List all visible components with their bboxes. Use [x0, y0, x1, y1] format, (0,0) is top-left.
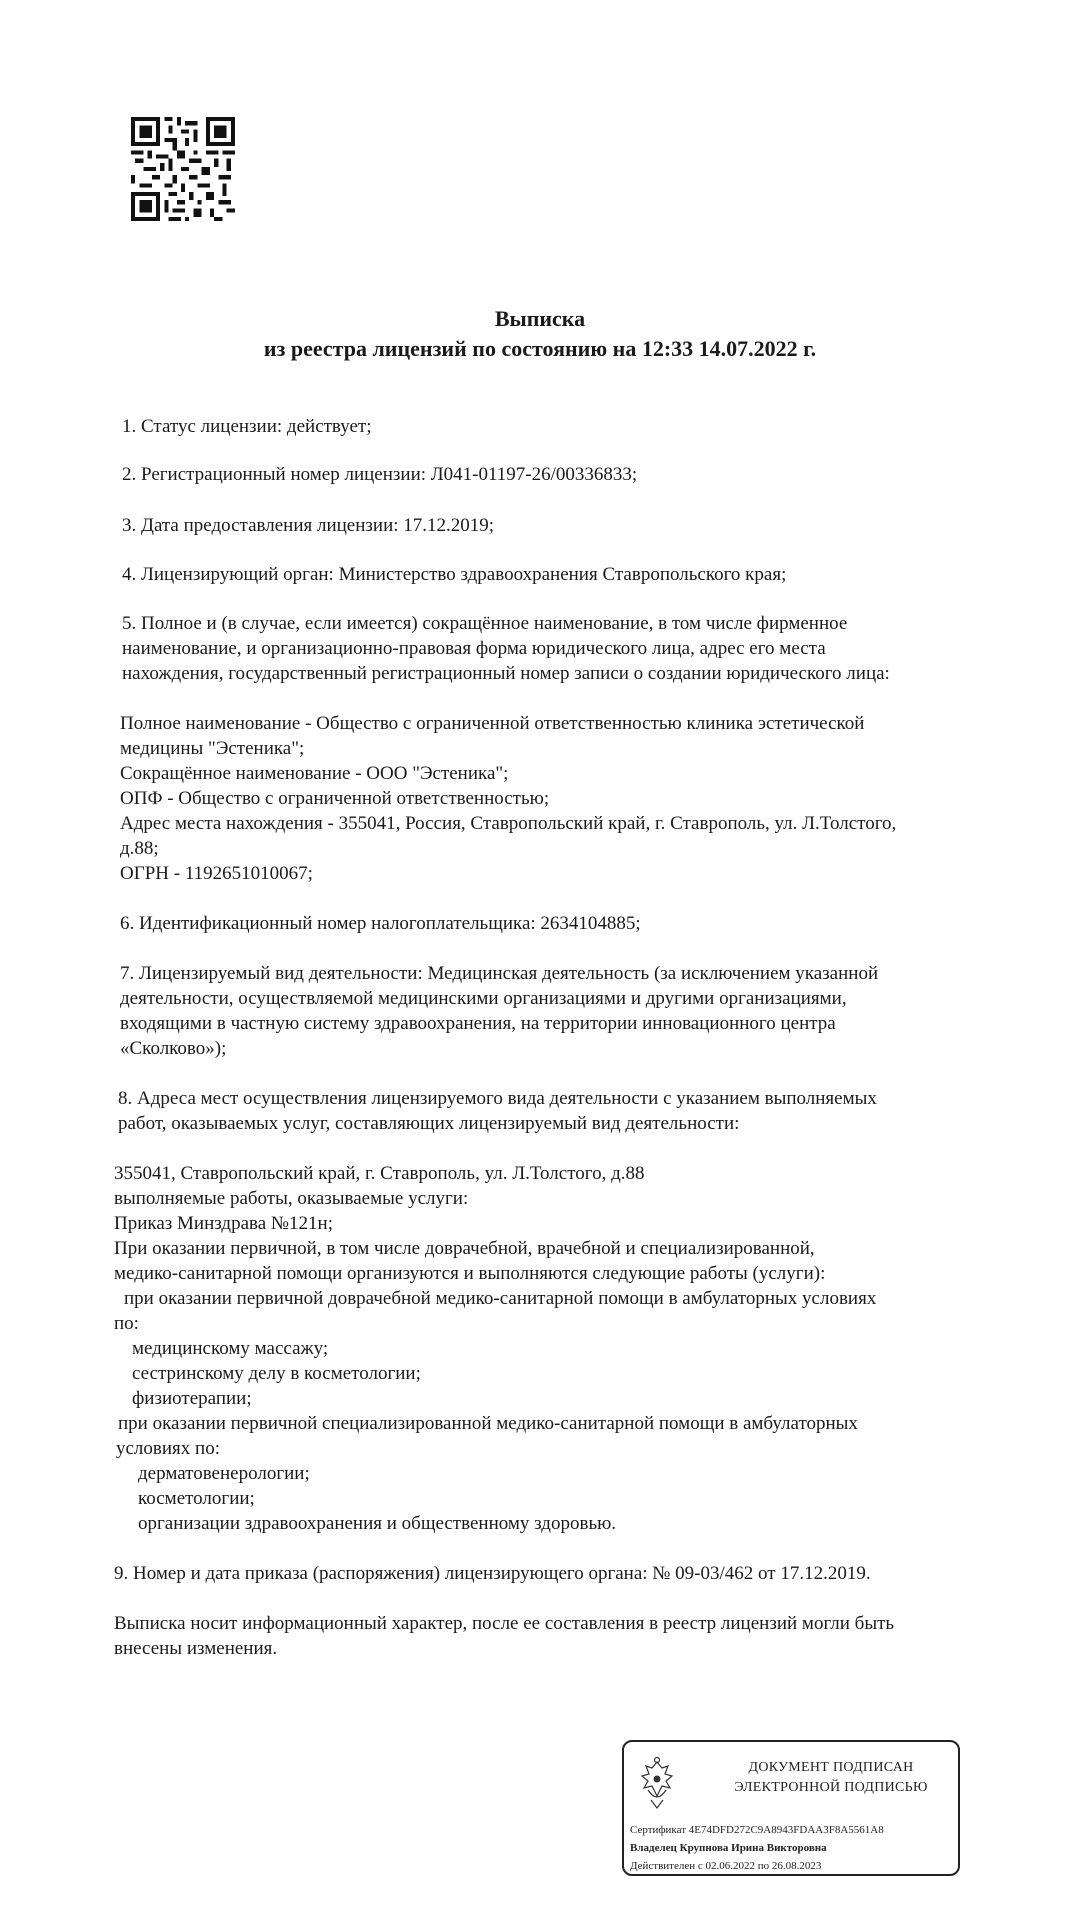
item8-line: работ, оказываемых услуг, составляющих лицензируемый вид деятельности: [118, 1113, 740, 1134]
note-line: внесены изменения. [114, 1638, 278, 1659]
org-line: д.88; [120, 838, 159, 859]
org-line: Сокращённое наименование - ООО "Эстеника"; [120, 763, 509, 784]
item-inn: 6. Идентификационный номер налогоплательщика: 2634104885; [120, 913, 641, 934]
stamp-certificate: Сертификат 4E74DFD272C9A8943FDAA3F8A5561A8 [630, 1824, 884, 1836]
address-line: при оказании первичной специализированной медико-санитарной помощи в амбулаторных [118, 1413, 858, 1434]
item7-line: деятельности, осуществляемой медицинскими организациями и другими организациями, [120, 988, 847, 1009]
document-title: Выписка [494, 306, 586, 331]
address-line: медицинскому массажу; [132, 1338, 329, 1359]
org-line: ОПФ - Общество с ограниченной ответственностью; [120, 788, 550, 809]
stamp-validity: Действителен с 02.06.2022 по 26.08.2023 [630, 1860, 822, 1872]
item-authority: 4. Лицензирующий орган: Министерство здравоохранения Ставропольского края; [122, 564, 787, 585]
org-line: медицины "Эстеника"; [120, 738, 305, 759]
item8-line: 8. Адреса мест осуществления лицензируемого вида деятельности с указанием выполняемых [118, 1088, 877, 1109]
item7-line: входящими в частную систему здравоохранения, на территории инновационного центра [120, 1013, 836, 1034]
address-line: дерматовенерологии; [138, 1463, 310, 1484]
stamp-owner: Владелец Крупнова Ирина Викторовна [630, 1842, 827, 1854]
address-line: при оказании первичной доврачебной медико-санитарной помощи в амбулаторных условиях [124, 1288, 877, 1309]
address-line: Приказ Минздрава №121н; [114, 1213, 333, 1234]
item-reg-number: 2. Регистрационный номер лицензии: Л041-01197-26/00336833; [122, 464, 638, 485]
address-line: косметологии; [138, 1488, 255, 1509]
item7-line: «Сколково»); [120, 1038, 227, 1059]
qr-code-icon [131, 117, 235, 221]
emblem-icon [634, 1756, 680, 1814]
item7-line: 7. Лицензируемый вид деятельности: Медицинская деятельность (за исключением указанной [120, 963, 879, 984]
stamp-title: ДОКУМЕНТ ПОДПИСАН [748, 1760, 914, 1775]
signature-stamp [622, 1740, 960, 1876]
org-line: ОГРН - 1192651010067; [120, 863, 313, 884]
item-order: 9. Номер и дата приказа (распоряжения) лицензирующего органа: № 09-03/462 от 17.12.2019. [114, 1563, 871, 1584]
address-line: При оказании первичной, в том числе доврачебной, врачебной и специализированной, [114, 1238, 815, 1259]
address-line: организации здравоохранения и общественному здоровью. [138, 1513, 617, 1534]
item-status: 1. Статус лицензии: действует; [122, 416, 372, 437]
address-line: 355041, Ставропольский край, г. Ставрополь, ул. Л.Толстого, д.88 [114, 1163, 645, 1184]
address-line: сестринскому делу в косметологии; [132, 1363, 421, 1384]
address-line: по: [114, 1313, 139, 1334]
item5-line: наименование, и организационно-правовая форма юридического лица, адрес его места [122, 638, 826, 659]
address-line: физиотерапии; [132, 1388, 252, 1409]
document-subtitle: из реестра лицензий по состоянию на 12:33 14.07.2022 г. [263, 336, 817, 361]
address-line: условиях по: [116, 1438, 220, 1459]
item5-line: нахождения, государственный регистрационный номер записи о создании юридического лица: [122, 663, 890, 684]
org-line: Полное наименование - Общество с ограниченной ответственностью клиника эстетической [120, 713, 865, 734]
org-line: Адрес места нахождения - 355041, Россия, Ставропольский край, г. Ставрополь, ул. Л.Толстого, [120, 813, 897, 834]
stamp-subtitle: ЭЛЕКТРОННОЙ ПОДПИСЬЮ [734, 1780, 928, 1795]
address-line: выполняемые работы, оказываемые услуги: [114, 1188, 469, 1209]
address-line: медико-санитарной помощи организуются и выполняются следующие работы (услуги): [114, 1263, 826, 1284]
item5-line: 5. Полное и (в случае, если имеется) сокращённое наименование, в том числе фирменное [122, 613, 848, 634]
note-line: Выписка носит информационный характер, после ее составления в реестр лицензий могли быть [114, 1613, 895, 1634]
item-date: 3. Дата предоставления лицензии: 17.12.2019; [122, 515, 495, 536]
